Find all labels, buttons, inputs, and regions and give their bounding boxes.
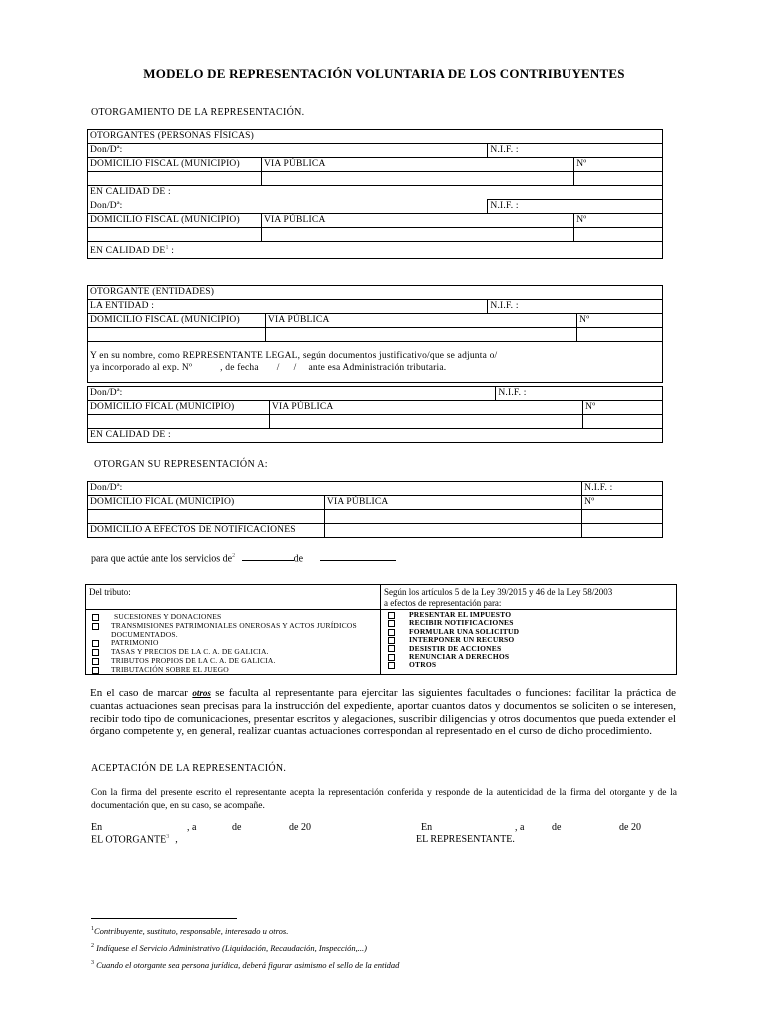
tributo-column xyxy=(86,585,381,674)
firma-en-left: En xyxy=(91,822,103,833)
checkbox-icon[interactable] xyxy=(92,667,99,674)
firma-a-right: , a xyxy=(515,822,525,833)
articulos-list xyxy=(388,611,674,670)
firma-a-left: , a xyxy=(187,822,197,833)
entidades-domicilio-label: DOMICILIO FISCAL (MUNICIPIO) xyxy=(88,314,266,328)
fisicas-calidad2[interactable]: EN CALIDAD $DE^1$ : xyxy=(88,242,663,259)
firma-en-right: En xyxy=(421,822,433,833)
footnote-3: $^3$ Cuando el otorgante sea persona jurídica, deberá figurar asimismo el sello de la entidad xyxy=(91,959,400,970)
entidades-entidad-field[interactable]: LA ENTIDAD : xyxy=(88,300,488,314)
fisicas-via2-label: VIA PÚBLICA xyxy=(261,214,573,228)
fisicas-don-field[interactable]: Don/Dª: xyxy=(88,144,488,158)
articulo-item[interactable]: INTERPONER UN RECURSO xyxy=(388,636,674,644)
tributo-box xyxy=(85,584,677,675)
legal-nif-field[interactable]: N.I.F. : xyxy=(496,387,663,401)
legal-line-1: Y en su nombre, como REPRESENTANTE LEGAL, según documentos justificativo/que se adjunta o/ xyxy=(90,351,498,361)
entidades-header: OTORGANTE (ENTIDADES) xyxy=(88,286,663,300)
checkbox-icon[interactable] xyxy=(388,645,395,652)
tributo-item[interactable]: TRANSMISIONES PATRIMONIALES ONEROSAS Y ACTOS JURÍDICOS xyxy=(92,622,378,631)
checkbox-icon[interactable] xyxy=(388,662,395,669)
representante-block xyxy=(87,481,663,541)
legal-via-label: VIA PÚBLICA xyxy=(269,401,582,415)
articulo-item[interactable]: OTROS xyxy=(388,661,674,669)
articulo-item[interactable]: PRESENTAR EL IMPUESTO xyxy=(388,611,674,619)
legal-domicilio-label: DOMICILIO FICAL (MUNICIPIO) xyxy=(88,401,270,415)
legal-domicilio-input[interactable] xyxy=(88,415,270,429)
servicios-de-input[interactable] xyxy=(320,560,396,561)
rep-notificaciones-label: DOMICILIO A EFECTOS DE NOTIFICACIONES xyxy=(88,524,325,538)
fisicas-domicilio2-input[interactable] xyxy=(88,228,262,242)
legal-num-input[interactable] xyxy=(583,415,663,429)
rep-num-input[interactable] xyxy=(582,510,663,524)
checkbox-icon[interactable] xyxy=(92,640,99,647)
articulo-item[interactable]: FORMULAR UNA SOLICITUD xyxy=(388,628,674,636)
fisicas-num2-input[interactable] xyxy=(574,228,663,242)
firma-de20-left: de 20 xyxy=(289,822,311,833)
articulo-item[interactable]: DESISTIR DE ACCIONES xyxy=(388,645,674,653)
tributo-item[interactable]: TRIBUTOS PROPIOS DE LA C. A. DE GALICIA. xyxy=(92,657,378,666)
legal-don-field[interactable]: Don/Dª: xyxy=(88,387,496,401)
footnote-1: $^1$Contribuyente, sustituto, responsable, interesado u otros. xyxy=(91,925,289,936)
articulo-item[interactable]: RECIBIR NOTIFICACIONES xyxy=(388,619,674,627)
tributo-item-cont: DOCUMENTADOS. xyxy=(111,629,178,639)
fisicas-num-label: Nº xyxy=(574,158,663,172)
rep-notificaciones-input[interactable] xyxy=(324,524,581,538)
legal-via-input[interactable] xyxy=(269,415,582,429)
rep-domicilio-input[interactable] xyxy=(88,510,325,524)
rep-domicilio-label: DOMICILIO FICAL (MUNICIPIO) xyxy=(88,496,325,510)
page-title: MODELO DE REPRESENTACIÓN VOLUNTARIA DE LOS CONTRIBUYENTES xyxy=(143,66,625,81)
legal-calidad[interactable]: EN CALIDAD DE : xyxy=(88,429,663,443)
entidades-domicilio-input[interactable] xyxy=(88,328,266,342)
rep-notificaciones-num[interactable] xyxy=(582,524,663,538)
checkbox-icon[interactable] xyxy=(92,649,99,656)
checkbox-icon[interactable] xyxy=(388,620,395,627)
firma-block xyxy=(91,822,691,850)
fisicas-block xyxy=(87,129,663,263)
fisicas-domicilio-input[interactable] xyxy=(88,172,262,186)
firma-de-right: de xyxy=(552,822,562,833)
firma-representante: EL REPRESENTANTE. xyxy=(416,834,515,845)
fisicas-nif2-field[interactable]: N.I.F. : xyxy=(488,200,663,214)
footnote-divider xyxy=(91,918,237,919)
tributo-list xyxy=(92,613,378,675)
articulos-column xyxy=(380,585,676,674)
tributo-item[interactable]: PATRIMONIO xyxy=(92,639,378,648)
fisicas-nif-field[interactable]: N.I.F. : xyxy=(488,144,663,158)
fisicas-num2-label: Nº xyxy=(574,214,663,228)
tributo-header: Del tributo: xyxy=(89,587,131,597)
fisicas-header: OTORGANTES (PERSONAS FÍSICAS) xyxy=(88,130,663,144)
tributo-item[interactable]: TRIBUTACIÓN SOBRE EL JUEGO xyxy=(92,666,378,675)
tributo-item[interactable]: SUCESIONES Y DONACIONES xyxy=(92,613,378,622)
entidades-legal-block xyxy=(87,386,663,446)
servicios-line: para que actúe ante los servicios $de^2$ de xyxy=(91,553,396,564)
fisicas-calidad1[interactable]: EN CALIDAD DE : xyxy=(88,186,663,200)
rep-via-input[interactable] xyxy=(324,510,581,524)
legal-num-label: Nº xyxy=(583,401,663,415)
section-otorgan: OTORGAN SU REPRESENTACIÓN A: xyxy=(94,459,268,470)
fisicas-via2-input[interactable] xyxy=(261,228,573,242)
legal-line-2: ya incorporado al exp. Nº , de fecha / / ante esa Administración tributaria. xyxy=(90,363,447,373)
fisicas-via-label: VIA PÚBLICA xyxy=(261,158,573,172)
fisicas-via-input[interactable] xyxy=(261,172,573,186)
entidades-num-label: Nº xyxy=(577,314,663,328)
checkbox-icon[interactable] xyxy=(92,658,99,665)
checkbox-icon[interactable] xyxy=(92,614,99,621)
articulos-header: Según los artículos 5 de la Ley 39/2015 y 46 de la Ley 58/2003 a efectos de representación para: xyxy=(384,587,613,608)
servicios-input[interactable] xyxy=(242,560,294,561)
entidades-legal-text xyxy=(88,342,663,383)
rep-num-label: Nº xyxy=(582,496,663,510)
section-otorgamiento: OTORGAMIENTO DE LA REPRESENTACIÓN. xyxy=(91,107,305,118)
entidades-nif-field[interactable]: N.I.F. : xyxy=(488,300,663,314)
checkbox-icon[interactable] xyxy=(388,612,395,619)
fisicas-num-input[interactable] xyxy=(574,172,663,186)
rep-via-label: VIA PÚBLICA xyxy=(324,496,581,510)
section-aceptacion: ACEPTACIÓN DE LA REPRESENTACIÓN. xyxy=(91,763,287,774)
checkbox-icon[interactable] xyxy=(92,623,99,630)
checkbox-icon[interactable] xyxy=(388,629,395,636)
entidades-via-input[interactable] xyxy=(265,328,576,342)
tributo-item[interactable]: TASAS Y PRECIOS DE LA C. A. DE GALICIA. xyxy=(92,648,378,657)
firma-de20-right: de 20 xyxy=(619,822,641,833)
checkbox-icon[interactable] xyxy=(388,637,395,644)
firma-otorgante: EL OTORGANTE$^3$ , xyxy=(91,834,178,846)
fisicas-domicilio-label: DOMICILIO FISCAL (MUNICIPIO) xyxy=(88,158,262,172)
entidades-num-input[interactable] xyxy=(577,328,663,342)
checkbox-icon[interactable] xyxy=(388,654,395,661)
aceptacion-text: Con la firma del presente escrito el representante acepta la representación conferida y responde de la autenticidad de la firma del otorgante y de la documentación que, en su caso, se acompañe. xyxy=(91,788,677,811)
fisicas-don2-field[interactable]: Don/Dª: xyxy=(88,200,488,214)
articulo-item[interactable]: RENUNCIAR A DERECHOS xyxy=(388,653,674,661)
rep-don-field[interactable]: Don/Dª: xyxy=(88,482,582,496)
firma-de-left: de xyxy=(232,822,242,833)
entidades-via-label: VIA PÚBLICA xyxy=(265,314,576,328)
rep-nif-field[interactable]: N.I.F. : xyxy=(582,482,663,496)
footnotes xyxy=(91,923,691,971)
footnote-2: $^2$ Indíquese el Servicio Administrativo (Liquidación, Recaudación, Inspección,...) xyxy=(91,942,367,953)
fisicas-domicilio2-label: DOMICILIO FISCAL (MUNICIPIO) xyxy=(88,214,262,228)
otros-paragraph: En el caso de marcar otros se faculta al representante para ejercitar las siguientes facultades o funciones: facilitar la práctica de cuantas actuaciones sean precisas para la instrucción del expediente, aportar cuantos datos y documentos se soliciten o se interesen, recibir todo tipo de comunicaciones, presentar escritos y alegaciones, suscribir diligencias y otros documentos que pueda extender el órgano competente y, en general, realizar cuantas actuaciones correspondan al representado en el curso de dicho procedimiento. xyxy=(90,687,676,738)
